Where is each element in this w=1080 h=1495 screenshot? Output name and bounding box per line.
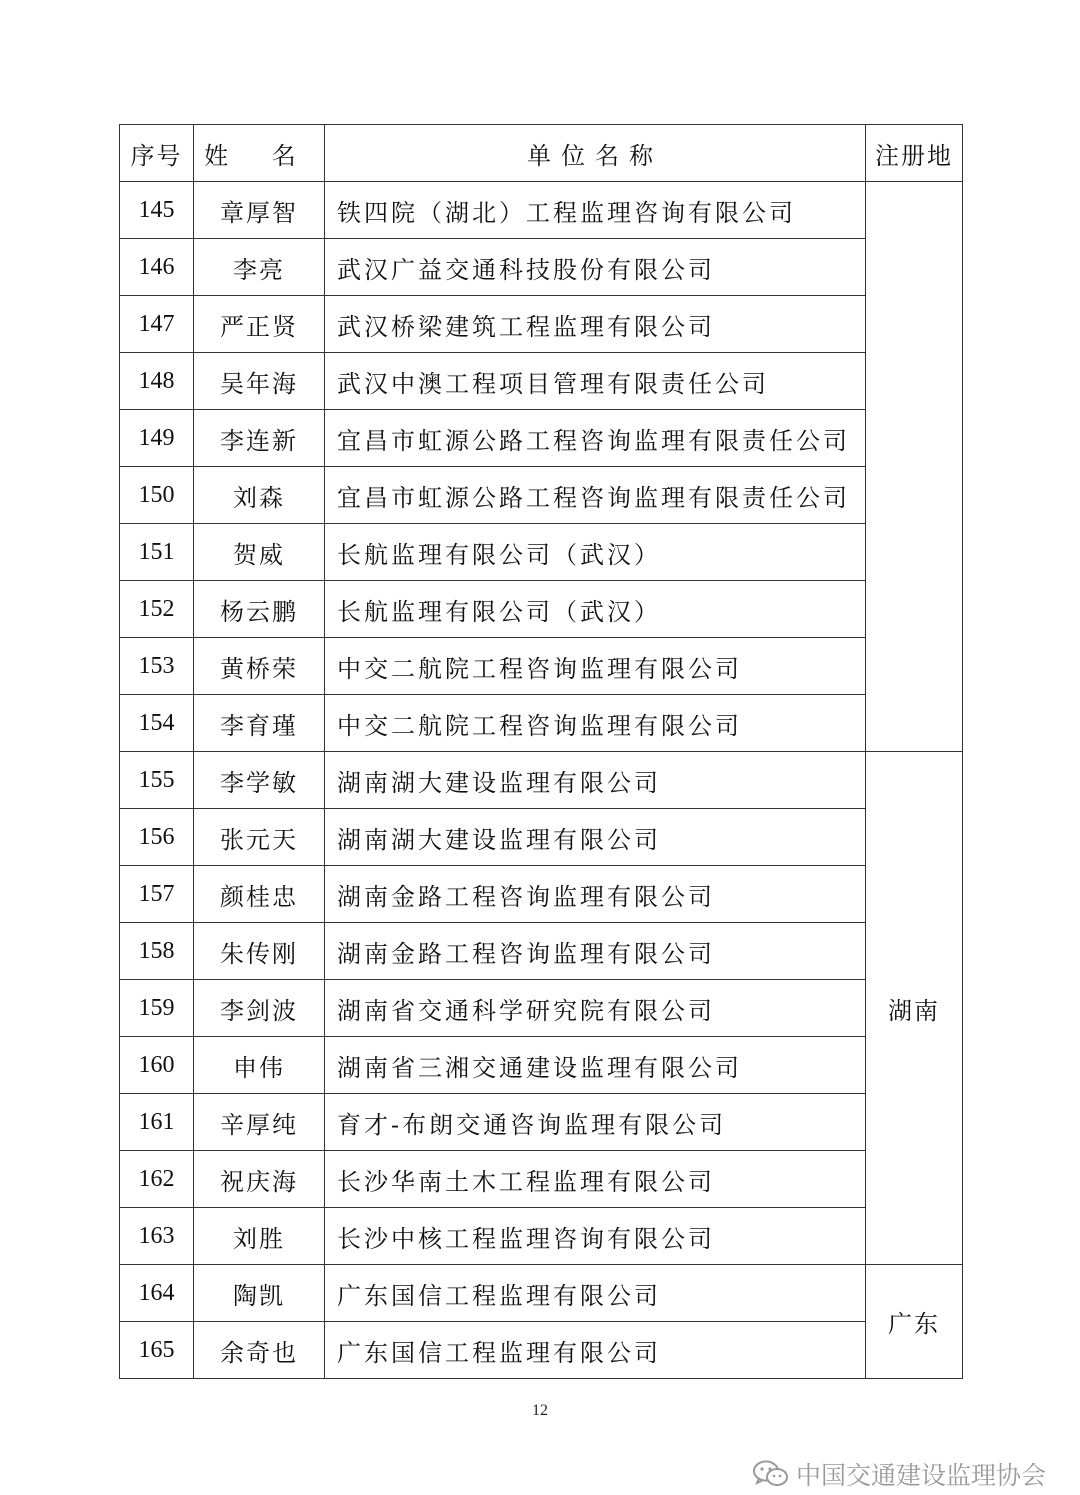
cell-seq: 146 xyxy=(120,239,194,296)
cell-seq: 165 xyxy=(120,1322,194,1379)
cell-name: 颜桂忠 xyxy=(194,866,325,923)
cell-seq: 157 xyxy=(120,866,194,923)
cell-name: 朱传刚 xyxy=(194,923,325,980)
cell-name: 李学敏 xyxy=(194,752,325,809)
cell-seq: 155 xyxy=(120,752,194,809)
cell-unit: 武汉广益交通科技股份有限公司 xyxy=(325,239,866,296)
cell-unit: 宜昌市虹源公路工程咨询监理有限责任公司 xyxy=(325,410,866,467)
table-row xyxy=(120,980,963,1037)
wechat-icon xyxy=(752,1459,790,1489)
cell-seq: 163 xyxy=(120,1208,194,1265)
cell-name: 李剑波 xyxy=(194,980,325,1037)
table-row xyxy=(120,1037,963,1094)
watermark-text: 中国交通建设监理协会 xyxy=(795,1461,1046,1490)
cell-name: 黄桥荣 xyxy=(194,638,325,695)
cell-unit: 长航监理有限公司（武汉） xyxy=(325,581,866,638)
table-row xyxy=(120,410,963,467)
table-row xyxy=(120,353,963,410)
cell-name: 严正贤 xyxy=(194,296,325,353)
cell-name: 李亮 xyxy=(194,239,325,296)
table-row xyxy=(120,581,963,638)
cell-seq: 147 xyxy=(120,296,194,353)
table-row xyxy=(120,296,963,353)
cell-unit: 宜昌市虹源公路工程咨询监理有限责任公司 xyxy=(325,467,866,524)
table-row xyxy=(120,866,963,923)
cell-seq: 151 xyxy=(120,524,194,581)
table-row xyxy=(120,239,963,296)
table-row xyxy=(120,1208,963,1265)
header-name: 姓 名 xyxy=(194,125,325,182)
table-row xyxy=(120,1322,963,1379)
page-number: 12 xyxy=(532,1402,548,1419)
cell-name: 祝庆海 xyxy=(194,1151,325,1208)
cell-name: 刘森 xyxy=(194,467,325,524)
table-row xyxy=(120,638,963,695)
cell-seq: 156 xyxy=(120,809,194,866)
cell-unit: 湖南金路工程咨询监理有限公司 xyxy=(325,923,866,980)
cell-name: 贺威 xyxy=(194,524,325,581)
cell-seq: 150 xyxy=(120,467,194,524)
header-unit: 单位名称 xyxy=(325,125,866,182)
table-header-row xyxy=(120,125,963,182)
cell-name: 张元天 xyxy=(194,809,325,866)
cell-seq: 145 xyxy=(120,182,194,239)
cell-unit: 长沙华南土木工程监理有限公司 xyxy=(325,1151,866,1208)
cell-name: 申伟 xyxy=(194,1037,325,1094)
cell-unit: 中交二航院工程咨询监理有限公司 xyxy=(325,695,866,752)
cell-unit: 广东国信工程监理有限公司 xyxy=(325,1322,866,1379)
cell-name: 李连新 xyxy=(194,410,325,467)
cell-seq: 160 xyxy=(120,1037,194,1094)
table-row xyxy=(120,695,963,752)
cell-name: 刘胜 xyxy=(194,1208,325,1265)
roster-table xyxy=(119,124,963,1379)
table-row xyxy=(120,467,963,524)
table-row xyxy=(120,752,963,809)
cell-unit: 长沙中核工程监理咨询有限公司 xyxy=(325,1208,866,1265)
cell-unit: 广东国信工程监理有限公司 xyxy=(325,1265,866,1322)
cell-region: 湖南 xyxy=(866,752,963,1265)
cell-unit: 长航监理有限公司（武汉） xyxy=(325,524,866,581)
cell-seq: 148 xyxy=(120,353,194,410)
cell-name: 陶凯 xyxy=(194,1265,325,1322)
cell-seq: 164 xyxy=(120,1265,194,1322)
cell-unit: 中交二航院工程咨询监理有限公司 xyxy=(325,638,866,695)
cell-unit: 湖南省三湘交通建设监理有限公司 xyxy=(325,1037,866,1094)
table-row xyxy=(120,923,963,980)
header-seq: 序号 xyxy=(120,125,194,182)
table-row xyxy=(120,809,963,866)
cell-seq: 158 xyxy=(120,923,194,980)
cell-seq: 161 xyxy=(120,1094,194,1151)
cell-seq: 162 xyxy=(120,1151,194,1208)
cell-name: 章厚智 xyxy=(194,182,325,239)
cell-seq: 153 xyxy=(120,638,194,695)
cell-region xyxy=(866,182,963,752)
cell-seq: 152 xyxy=(120,581,194,638)
table-row xyxy=(120,182,963,239)
cell-unit: 湖南湖大建设监理有限公司 xyxy=(325,752,866,809)
cell-unit: 湖南省交通科学研究院有限公司 xyxy=(325,980,866,1037)
table-body xyxy=(120,182,963,1379)
cell-unit: 育才-布朗交通咨询监理有限公司 xyxy=(325,1094,866,1151)
cell-name: 余奇也 xyxy=(194,1322,325,1379)
cell-unit: 武汉桥梁建筑工程监理有限公司 xyxy=(325,296,866,353)
header-region: 注册地 xyxy=(866,125,963,182)
cell-name: 李育瑾 xyxy=(194,695,325,752)
cell-region: 广东 xyxy=(866,1265,963,1379)
cell-seq: 149 xyxy=(120,410,194,467)
table-row xyxy=(120,1265,963,1322)
cell-seq: 159 xyxy=(120,980,194,1037)
cell-unit: 湖南湖大建设监理有限公司 xyxy=(325,809,866,866)
cell-unit: 武汉中澳工程项目管理有限责任公司 xyxy=(325,353,866,410)
table-row xyxy=(120,524,963,581)
cell-unit: 湖南金路工程咨询监理有限公司 xyxy=(325,866,866,923)
cell-seq: 154 xyxy=(120,695,194,752)
cell-name: 杨云鹏 xyxy=(194,581,325,638)
cell-name: 吴年海 xyxy=(194,353,325,410)
watermark xyxy=(752,1456,1046,1492)
table-row xyxy=(120,1151,963,1208)
cell-unit: 铁四院（湖北）工程监理咨询有限公司 xyxy=(325,182,866,239)
cell-name: 辛厚纯 xyxy=(194,1094,325,1151)
table-row xyxy=(120,1094,963,1151)
